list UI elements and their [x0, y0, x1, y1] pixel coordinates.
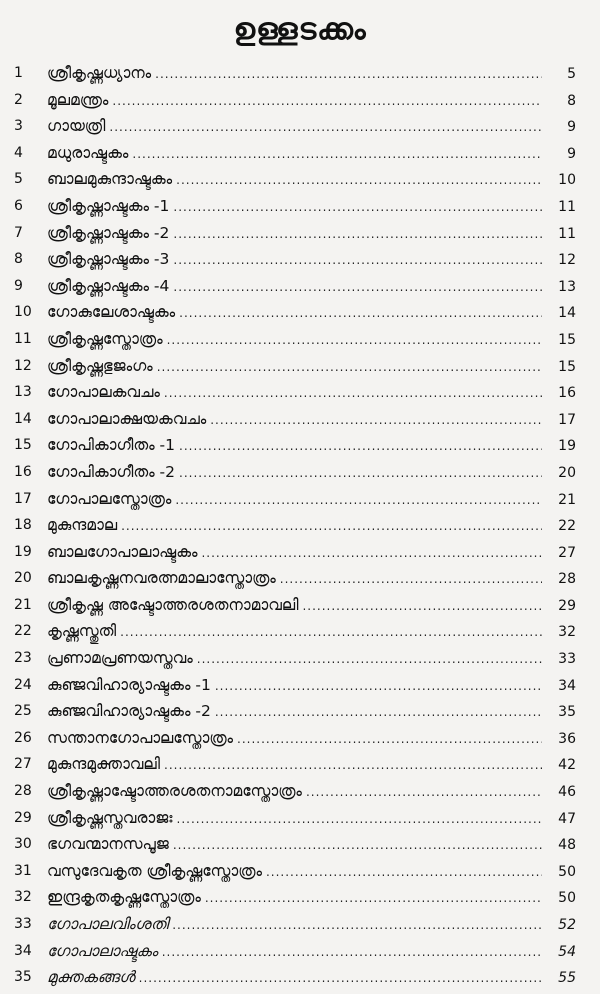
entry-number: 28 — [14, 783, 32, 800]
entry-line — [47, 326, 576, 354]
dot-leader — [164, 752, 542, 779]
dot-leader — [177, 806, 542, 833]
dot-leader — [173, 247, 542, 274]
entry-line — [47, 512, 576, 540]
entry-title: മധുരാഷ്ടകം — [47, 143, 129, 162]
entry-page-number: 13 — [558, 278, 576, 295]
dot-leader — [162, 939, 542, 966]
toc-entry — [0, 805, 600, 832]
table-of-contents — [0, 60, 600, 990]
entry-title: ബാലഗോപാലാഷ്ടകം — [47, 542, 198, 561]
toc-entry — [0, 87, 600, 114]
entry-page-number: 50 — [558, 863, 576, 880]
entry-line — [47, 140, 576, 168]
entry-line — [47, 60, 576, 88]
entry-page-number: 27 — [558, 544, 576, 561]
entry-line — [47, 778, 576, 806]
toc-entry — [0, 778, 600, 805]
entry-page-number: 35 — [558, 704, 576, 721]
entry-page-number: 48 — [558, 837, 576, 854]
dot-leader — [179, 460, 542, 487]
dot-leader — [167, 327, 542, 354]
entry-number: 30 — [14, 836, 32, 853]
entry-line — [47, 964, 576, 992]
toc-entry — [0, 379, 600, 406]
dot-leader — [179, 433, 542, 460]
entry-line — [47, 299, 576, 327]
entry-number: 22 — [14, 623, 32, 640]
entry-line — [47, 379, 576, 407]
entry-number: 31 — [14, 862, 32, 879]
dot-leader — [172, 912, 542, 939]
toc-entry — [0, 246, 600, 273]
dot-leader — [120, 619, 542, 646]
entry-title: ഗോപാലാഷ്ടകം — [47, 941, 158, 960]
toc-entry — [0, 220, 600, 247]
entry-page-number: 20 — [558, 464, 576, 481]
toc-entry — [0, 831, 600, 858]
entry-page-number: 17 — [558, 411, 576, 428]
entry-page-number: 22 — [558, 518, 576, 535]
entry-line — [47, 459, 576, 487]
entry-page-number: 5 — [567, 66, 576, 82]
entry-line — [47, 87, 576, 115]
entry-number: 10 — [14, 304, 32, 321]
toc-entry — [0, 406, 600, 433]
dot-leader — [121, 513, 542, 540]
toc-entry — [0, 725, 600, 752]
entry-number: 9 — [14, 277, 23, 294]
entry-title: ഇന്ദ്രകൃതകൃഷ്ണസ്തോത്രം — [47, 888, 201, 907]
dot-leader — [173, 832, 542, 859]
entry-page-number: 33 — [558, 651, 576, 668]
entry-line — [47, 831, 576, 859]
dot-leader — [179, 300, 542, 327]
toc-entry — [0, 299, 600, 326]
dot-leader — [157, 354, 542, 381]
dot-leader — [306, 779, 542, 806]
toc-entry — [0, 565, 600, 592]
entry-number: 35 — [14, 969, 32, 986]
dot-leader — [197, 646, 542, 673]
toc-entry — [0, 486, 600, 513]
entry-number: 4 — [14, 144, 23, 161]
entry-number: 6 — [14, 197, 23, 214]
toc-entry — [0, 326, 600, 353]
entry-number: 15 — [14, 437, 32, 454]
entry-page-number: 15 — [558, 358, 576, 375]
dot-leader — [173, 221, 542, 248]
toc-entry — [0, 140, 600, 167]
entry-page-number: 47 — [558, 810, 576, 827]
toc-entry — [0, 964, 600, 991]
entry-title: മുകുന്ദമുക്താവലി — [47, 755, 161, 774]
entry-number: 12 — [14, 357, 32, 374]
entry-page-number: 21 — [558, 491, 576, 508]
dot-leader — [201, 540, 542, 567]
entry-line — [47, 273, 576, 301]
entry-number: 34 — [14, 942, 32, 959]
entry-title: ശ്രീകൃഷ്ണ അഷ്ടോത്തരശതനാമാവലി — [47, 595, 299, 614]
dot-leader — [205, 885, 542, 912]
entry-title: ഗോപാലാക്ഷയകവചം — [47, 409, 207, 428]
entry-title: കുഞ്ജവിഹാര്യാഷ്ടകം -2 — [47, 702, 211, 721]
dot-leader — [210, 407, 542, 434]
entry-line — [47, 432, 576, 460]
toc-entry — [0, 858, 600, 885]
toc-entry — [0, 911, 600, 938]
entry-title: ഗോപാലവിംശതി — [47, 915, 169, 933]
entry-number: 16 — [14, 463, 32, 480]
toc-entry — [0, 592, 600, 619]
dot-leader — [237, 726, 542, 753]
entry-title: സന്താനഗോപാലസ്തോത്രം — [47, 728, 234, 747]
entry-page-number: 14 — [558, 305, 576, 322]
entry-title: ഗോപികാഗീതം -1 — [47, 436, 175, 455]
entry-number: 32 — [14, 889, 32, 906]
entry-page-number: 19 — [558, 438, 576, 455]
entry-title: ശ്രീകൃഷ്ണാഷ്ടകം -3 — [47, 250, 170, 269]
dot-leader — [215, 699, 542, 726]
entry-number: 11 — [14, 330, 32, 347]
dot-leader — [175, 487, 542, 514]
dot-leader — [132, 141, 542, 168]
dot-leader — [302, 593, 542, 620]
entry-page-number: 28 — [558, 571, 576, 588]
entry-number: 5 — [14, 171, 23, 188]
toc-entry — [0, 353, 600, 380]
dot-leader — [109, 114, 542, 141]
toc-entry — [0, 193, 600, 220]
entry-title: ശ്രീകൃഷ്ണാഷ്ടോത്തരശതനാമസ്തോത്രം — [47, 782, 302, 801]
entry-page-number: 32 — [558, 624, 576, 641]
entry-page-number: 54 — [558, 943, 576, 960]
entry-line — [47, 565, 576, 593]
entry-line — [47, 672, 576, 700]
entry-title: ശ്രീകൃഷ്ണഭുജംഗം — [47, 356, 153, 375]
entry-line — [47, 698, 576, 726]
entry-number: 20 — [14, 570, 32, 587]
entry-line — [47, 645, 576, 673]
toc-entry — [0, 645, 600, 672]
entry-line — [47, 406, 576, 434]
entry-line — [47, 884, 576, 912]
entry-number: 3 — [14, 118, 23, 135]
entry-line — [47, 911, 576, 939]
entry-title: കൃഷ്ണസ്തുതി — [47, 622, 117, 641]
toc-entry — [0, 273, 600, 300]
entry-page-number: 11 — [558, 225, 576, 242]
entry-line — [47, 938, 576, 966]
entry-title: മൂലമന്ത്രം — [47, 90, 109, 109]
toc-entry — [0, 432, 600, 459]
entry-page-number: 16 — [558, 385, 576, 402]
toc-entry — [0, 459, 600, 486]
entry-number: 19 — [14, 543, 32, 560]
entry-line — [47, 725, 576, 753]
page-title: ഉള്ളടക്കം — [233, 12, 367, 47]
entry-title: ശ്രീകൃഷ്ണാഷ്ടകം -1 — [47, 196, 170, 215]
entry-title: ശ്രീകൃഷ്ണധ്യാനം — [47, 64, 152, 82]
entry-line — [47, 592, 576, 620]
entry-title: ഗായത്രി — [47, 117, 106, 136]
toc-entry — [0, 113, 600, 140]
entry-page-number: 34 — [558, 677, 576, 694]
dot-leader — [155, 61, 542, 88]
toc-entry — [0, 166, 600, 193]
dot-leader — [215, 673, 542, 700]
toc-entry — [0, 751, 600, 778]
entry-title: ശ്രീകൃഷ്ണാഷ്ടകം -4 — [47, 276, 170, 295]
dot-leader — [173, 194, 542, 221]
toc-entry — [0, 698, 600, 725]
dot-leader — [139, 965, 542, 992]
entry-number: 2 — [14, 91, 23, 108]
entry-page-number: 52 — [558, 917, 576, 933]
entry-title: ശ്രീകൃഷ്ണസ്തോത്രം — [47, 329, 163, 348]
entry-title: ഗോപാലസ്തോത്രം — [47, 489, 172, 508]
entry-title: മുക്തകങ്ങൾ — [47, 968, 135, 987]
entry-line — [47, 193, 576, 221]
entry-title: ഗോകുലേശാഷ്ടകം — [47, 303, 176, 322]
entry-title: കുഞ്ജവിഹാര്യാഷ്ടകം -1 — [47, 675, 211, 694]
entry-page-number: 11 — [558, 198, 576, 215]
toc-entry — [0, 512, 600, 539]
entry-title: ബാലമുകുന്ദാഷ്ടകം — [47, 170, 173, 189]
entry-number: 26 — [14, 729, 32, 746]
entry-page-number: 29 — [558, 597, 576, 614]
entry-line — [47, 353, 576, 381]
entry-page-number: 10 — [558, 172, 576, 189]
entry-number: 24 — [14, 676, 32, 693]
entry-number: 21 — [14, 596, 32, 613]
dot-leader — [112, 88, 542, 115]
entry-page-number: 42 — [558, 757, 576, 774]
entry-title: ശ്രീകൃഷ്ണസ്തവരാജഃ — [47, 808, 173, 827]
entry-title: വസുദേവകൃത ശ്രീകൃഷ്ണസ്തോത്രം — [47, 861, 262, 880]
entry-title: ഗോപികാഗീതം -2 — [47, 462, 175, 481]
entry-page-number: 15 — [558, 331, 576, 348]
entry-number: 13 — [14, 384, 32, 401]
entry-number: 7 — [14, 224, 23, 241]
entry-line — [47, 858, 576, 886]
entry-title: പ്രണാമപ്രണയസ്തവം — [47, 649, 193, 668]
entry-page-number: 36 — [558, 730, 576, 747]
entry-line — [47, 486, 576, 514]
entry-number: 14 — [14, 410, 32, 427]
dot-leader — [266, 859, 542, 886]
entry-line — [47, 166, 576, 194]
entry-page-number: 12 — [558, 252, 576, 269]
entry-line — [47, 246, 576, 274]
entry-number: 18 — [14, 517, 32, 534]
entry-number: 29 — [14, 809, 32, 826]
entry-number: 23 — [14, 650, 32, 667]
entry-line — [47, 113, 576, 141]
toc-entry — [0, 60, 600, 87]
entry-number: 27 — [14, 756, 32, 773]
entry-line — [47, 539, 576, 567]
entry-line — [47, 751, 576, 779]
entry-line — [47, 805, 576, 833]
toc-entry — [0, 884, 600, 911]
dot-leader — [280, 566, 542, 593]
entry-page-number: 9 — [567, 119, 576, 136]
entry-line — [47, 220, 576, 248]
entry-number: 8 — [14, 251, 23, 268]
dot-leader — [173, 274, 542, 301]
toc-entry — [0, 672, 600, 699]
entry-number: 1 — [14, 65, 23, 81]
entry-title: ഭഗവന്മാനസപൂജ — [47, 835, 169, 854]
entry-number: 33 — [14, 916, 32, 932]
entry-line — [47, 618, 576, 646]
entry-page-number: 55 — [558, 970, 576, 987]
entry-title: ശ്രീകൃഷ്ണാഷ്ടകം -2 — [47, 223, 170, 242]
entry-page-number: 9 — [567, 145, 576, 162]
dot-leader — [164, 380, 542, 407]
entry-number: 17 — [14, 490, 32, 507]
entry-page-number: 8 — [567, 92, 576, 109]
entry-page-number: 46 — [558, 784, 576, 801]
entry-page-number: 50 — [558, 890, 576, 907]
dot-leader — [176, 167, 542, 194]
toc-entry — [0, 938, 600, 965]
entry-number: 25 — [14, 703, 32, 720]
toc-entry — [0, 618, 600, 645]
entry-title: മുകുന്ദമാല — [47, 516, 118, 535]
toc-entry — [0, 539, 600, 566]
entry-title: ബാലകൃഷ്ണനവരത്നമാലാസ്തോത്രം — [47, 569, 276, 588]
entry-title: ഗോപാലകവചം — [47, 383, 160, 402]
